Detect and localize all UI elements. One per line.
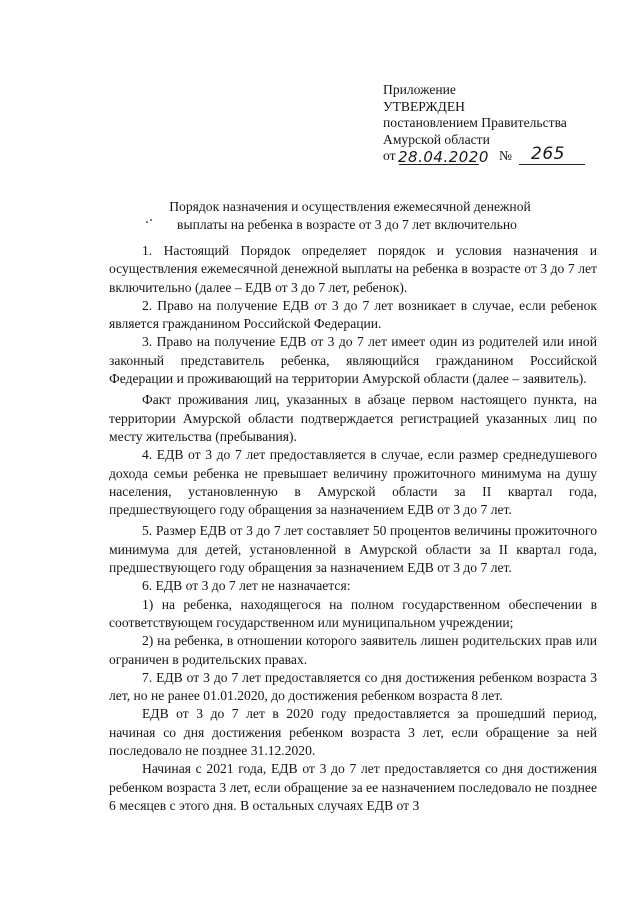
approval-header [383, 82, 613, 170]
paragraph-3-note: Факт проживания лиц, указанных в абзаце первом настоящего пункта, на территории Амурской области подтверждается регистрацией указанных лиц по месту жительства (пребывания). [109, 392, 597, 444]
date-prefix: от [383, 148, 396, 163]
handwritten-date: 28.04.2020 [398, 148, 489, 166]
paragraph-3: 3. Право на получение ЕДВ от 3 до 7 лет имеет один из родителей или иной законный представитель ребенка, являющийся гражданином Российской Федерации и проживающий на территории Амурской области (далее – заявитель). [109, 334, 597, 387]
title-line-1: Порядок назначения и осуществления ежемесячной денежной [169, 199, 531, 214]
number-prefix: № [499, 148, 512, 163]
paragraph-4: 4. ЕДВ от 3 до 7 лет предоставляется в случае, если размер среднедушевого дохода семьи ребенка не превышает величину прожиточного минимума на душу населения, установленную в Амурской области за II квартал года, предшествующего году обращения за назначением ЕДВ от 3 до 7 лет. [109, 447, 597, 518]
paragraph-7-2021: Начиная с 2021 года, ЕДВ от 3 до 7 лет предоставляется со дня достижения ребенком возраста 3 лет, если обращение за ее назначением последовало не позднее 6 месяцев с этого дня. В остальных случаях ЕДВ от 3 [109, 761, 597, 813]
header-resolution: постановлением Правительства [383, 115, 567, 130]
handwritten-number: 265 [531, 144, 565, 164]
document-body [109, 242, 597, 815]
header-approved: УТВЕРЖДЕН [383, 98, 465, 114]
header-appendix: Приложение [383, 82, 456, 97]
scan-speck [150, 219, 152, 221]
paragraph-6-item-2: 2) на ребенка, в отношении которого заявитель лишен родительских прав или ограничен в родительских правах. [109, 633, 597, 667]
paragraph-2: 2. Право на получение ЕДВ от 3 до 7 лет возникает в случае, если ребенок является гражданином Российской Федерации. [109, 297, 597, 332]
number-underline [519, 164, 585, 165]
header-region: Амурской области [383, 131, 490, 147]
title-line-2: выплаты на ребенка в возрасте от 3 до 7 лет включительно [177, 217, 517, 232]
paragraph-7: 7. ЕДВ от 3 до 7 лет предоставляется со дня достижения ребенком возраста 3 лет, но не ранее 01.01.2020, до достижения ребенком возраста 8 лет. [109, 669, 597, 704]
paragraph-7-2020: ЕДВ от 3 до 7 лет в 2020 году предоставляется за прошедший период, начиная со дня достижения ребенком возраста 3 лет, если обращение за ней последовало не позднее 31.12.2020. [109, 706, 597, 759]
paragraph-1: 1. Настоящий Порядок определяет порядок и условия назначения и осуществления ежемесячной денежной выплаты на ребенка в возрасте от 3 до 7 лет включительно (далее – ЕДВ от 3 до 7 лет, ребенок). [109, 243, 597, 295]
paragraph-6-item-1: 1) на ребенка, находящегося на полном государственном обеспечении в соответствующем государственном или муниципальном учреждении; [109, 596, 597, 630]
paragraph-5: 5. Размер ЕДВ от 3 до 7 лет составляет 50 процентов величины прожиточного минимума для детей, установленной в Амурской области за II квартал года, предшествующего году обращения за назначением ЕДВ от 3 до 7 лет. [109, 523, 597, 576]
header-date-number [383, 144, 613, 170]
paragraph-6: 6. ЕДВ от 3 до 7 лет не назначается: [142, 578, 351, 594]
document-title [140, 198, 560, 234]
scan-speck [146, 221, 148, 223]
